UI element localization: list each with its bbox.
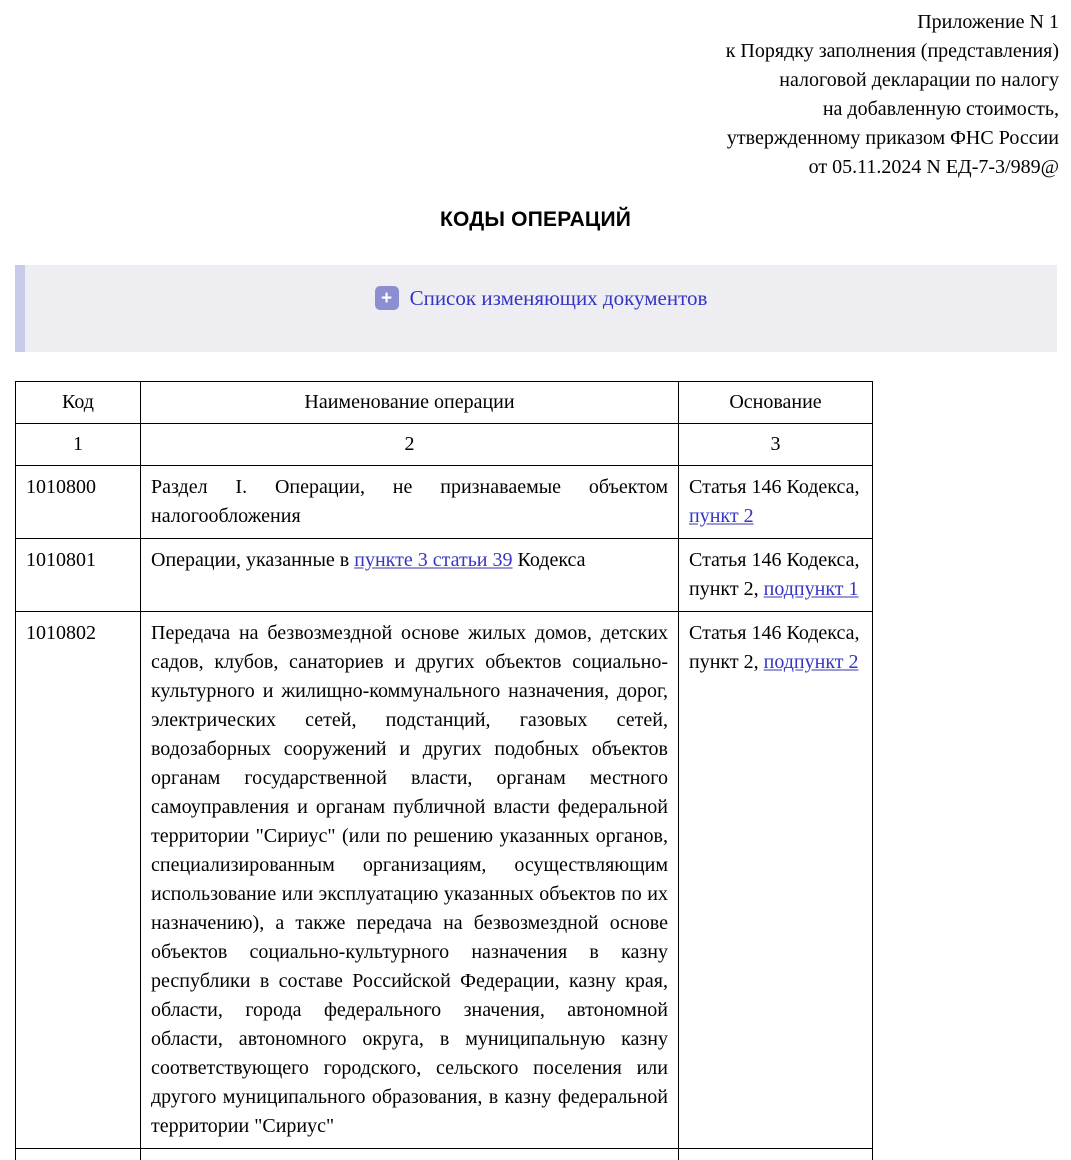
operation-name-cell: Раздел I. Операции, не признаваемые объектом налогообложения	[141, 466, 679, 539]
appendix-note-line: на добавленную стоимость,	[822, 98, 1059, 120]
appendix-note-line: от 05.11.2024 N ЕД-7-3/989@	[808, 156, 1059, 178]
operation-codes-table	[15, 381, 873, 1160]
amending-docs-link[interactable]: Список изменяющих документов	[409, 286, 708, 310]
page-title: КОДЫ ОПЕРАЦИЙ	[439, 208, 632, 231]
expand-plus-icon[interactable]: +	[375, 286, 399, 310]
basis-link[interactable]: подпункт 2	[763, 651, 859, 673]
code-cell: 1010801	[16, 539, 141, 612]
appendix-note-line: Приложение N 1	[917, 11, 1059, 33]
operation-name-cell	[141, 1149, 679, 1160]
amending-docs-banner	[15, 265, 1057, 352]
basis-link[interactable]: пункт 2	[689, 505, 754, 527]
column-header: Наименование операции	[141, 382, 679, 424]
column-number-cell: 3	[679, 424, 873, 466]
code-cell	[16, 1149, 141, 1160]
basis-cell: Статья 146 Кодекса, пункт 2, подпункт 1	[679, 539, 873, 612]
code-cell: 1010800	[16, 466, 141, 539]
table-row	[16, 466, 873, 539]
operation-name-cell: Операции, указанные в пункте 3 статьи 39 Кодекса	[141, 539, 679, 612]
basis-cell: Статья 146 Кодекса, пункт 2	[679, 466, 873, 539]
code-cell: 1010802	[16, 612, 141, 1149]
table-header-row	[16, 382, 873, 424]
appendix-note-line: к Порядку заполнения (представления)	[725, 40, 1059, 62]
column-number-row	[16, 424, 873, 466]
table-head	[16, 382, 873, 424]
table-row	[16, 612, 873, 1149]
appendix-note	[0, 0, 1071, 182]
banner-accent-bar	[15, 265, 25, 352]
operation-name-link[interactable]: пункте 3 статьи 39	[354, 549, 513, 571]
column-header: Основание	[679, 382, 873, 424]
table-row	[16, 539, 873, 612]
operation-name-cell: Передача на безвозмездной основе жилых домов, детских садов, клубов, санаториев и других объектов социально-культурного и жилищно-коммунального назначения, дорог, электрических сетей, подстанций, газовых сетей, водозаборных сооружений и других подобных объектов органам государственной власти, органам местного самоуправления и органам публичной власти федеральной территории "Сириус" (или по решению указанных органов, специализированным организациям, осуществляющим использование или эксплуатацию указанных объектов по их назначению), а также передача на безвозмездной основе объектов социально-культурного назначения в казну республики в составе Российской Федерации, казну края, области, города федерального значения, автономной области, автономного округа, в муниципальную казну соответствующего городского, сельского поселения или другого муниципального образования, в казну федеральной территории "Сириус"	[141, 612, 679, 1149]
column-header: Код	[16, 382, 141, 424]
appendix-note-line: налоговой декларации по налогу	[779, 69, 1059, 91]
basis-link[interactable]: подпункт 1	[763, 578, 859, 600]
banner-content	[25, 265, 1057, 352]
column-number-cell: 1	[16, 424, 141, 466]
table-row-partial	[16, 1149, 873, 1160]
appendix-note-line: утвержденному приказом ФНС России	[726, 127, 1059, 149]
basis-cell: Статья 146 Кодекса, пункт 2, подпункт 2	[679, 612, 873, 1149]
basis-cell	[679, 1149, 873, 1160]
table-body	[16, 424, 873, 1160]
column-number-cell: 2	[141, 424, 679, 466]
